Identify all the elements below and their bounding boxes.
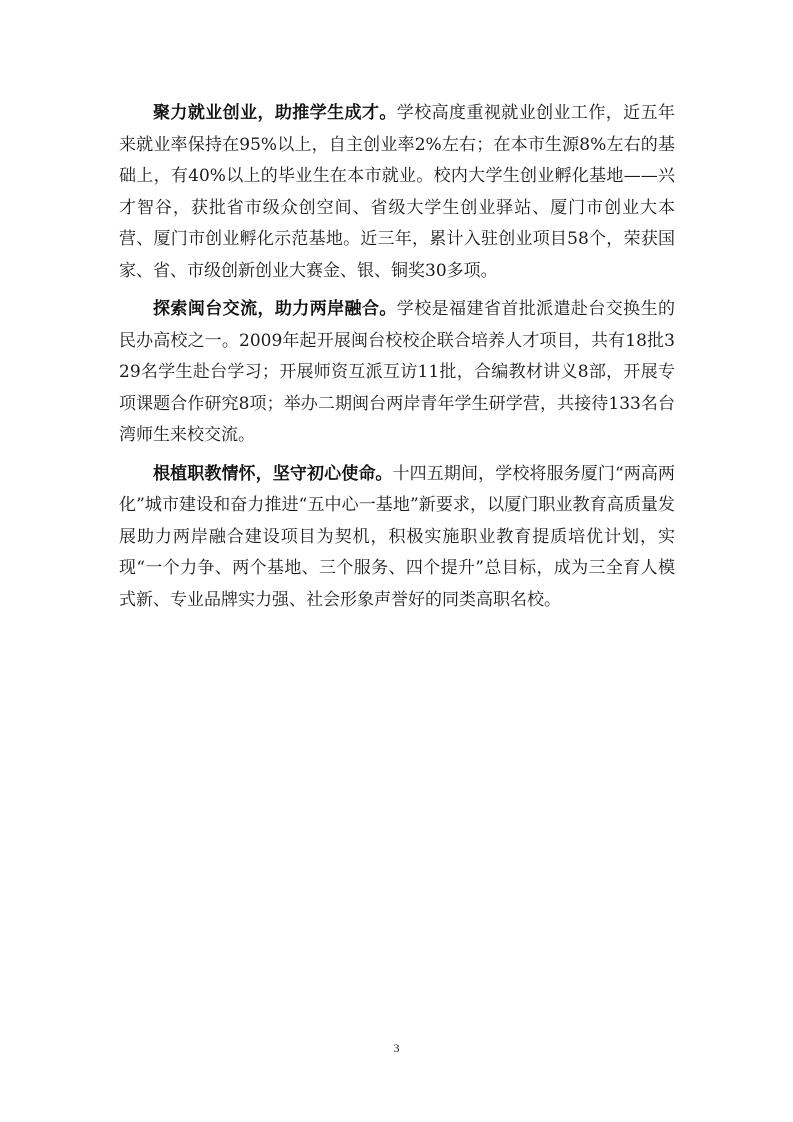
paragraph-heading: 聚力就业创业，助推学生成才。: [153, 103, 397, 123]
paragraph-text: 学校高度重视就业创业工作，近五年来就业率保持在95%以上，自主创业率2%左右；在本市生源8%左右的基础上，有40%以上的毕业生在本市就业。校内大学生创业孵化基地——兴才智谷，获批省市级众创空间、省级大学生创业驿站、厦门市创业大本营、厦门市创业孵化示范基地。近三年，累计入驻创业项目58个，荣获国家、省、市级创新创业大赛金、银、铜奖30多项。: [119, 103, 676, 281]
paragraph-spacer: [119, 452, 675, 459]
paragraph-mission: [119, 459, 675, 617]
paragraph-heading: 根植职教情怀，坚守初心使命。: [153, 463, 393, 484]
document-body: [119, 98, 675, 616]
paragraph-text: 十四五期间，学校将服务厦门“两高两化”城市建设和奋力推进“五中心一基地”新要求，以厦门职业教育高质量发展助力两岸融合建设项目为契机，积极实施职业教育提质培优计划，实现“一个力争、两个基地、三个服务、四个提升”总目标，成为三全育人模式新、专业品牌实力强、社会形象声誉好的同类高职名校。: [119, 463, 675, 610]
paragraph-employment: [119, 98, 675, 287]
paragraph-heading: 探索闽台交流，助力两岸融合。: [153, 299, 397, 319]
page-number: 3: [393, 1041, 400, 1055]
paragraph-spacer: [119, 287, 675, 294]
paragraph-text: 学校是福建省首批派遣赴台交换生的民办高校之一。2009年起开展闽台校校企联合培养人才项目，共有18批329名学生赴台学习；开展师资互派互访11批，合编教材讲义8部，开展专项课题合作研究8项；举办二期闽台两岸青年学生研学营，共接待133名台湾师生来校交流。: [119, 299, 676, 445]
paragraph-cross-strait-exchange: [119, 294, 675, 452]
